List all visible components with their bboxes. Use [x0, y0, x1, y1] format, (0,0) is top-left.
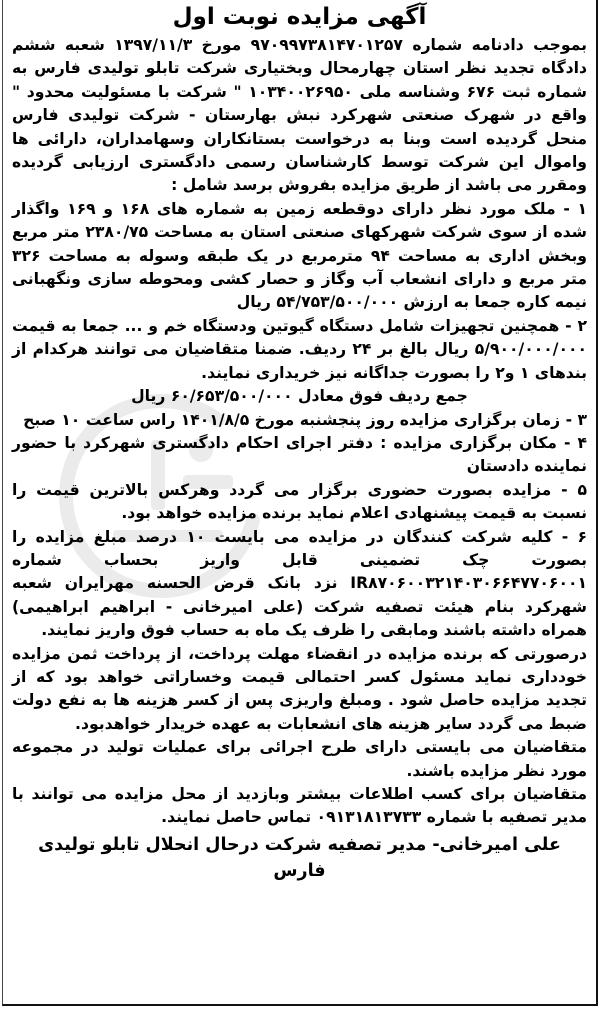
notice-item-2: ۲ - همچنین تجهیزات شامل دستگاه گیوتین ودستگاه خم و ... جمعا به قیمت ۵/۹۰۰/۰۰۰/۰۰۰ ریال بالغ بر ۲۴ ردیف. ضمنا متقاضیان می توانند هرکدام از بندهای ۱ و۲ را بصورت جداگانه نیز خریداری نمایند.	[12, 316, 588, 382]
notice-intro: بموجب دادنامه شماره ۹۷۰۹۹۷۳۸۱۴۷۰۱۲۵۷ مورخ ۱۳۹۷/۱۱/۳ شعبه ششم دادگاه تجدید نظر استان چهارمحال وبختیاری شرکت تابلو تولیدی فارس به شماره ثبت ۶۷۶ وشناسه ملی ۱۰۳۴۰۰۲۶۹۵۰ " شرکت با مسئولیت محدود " واقع در شهرک صنعتی شهرکرد نبش بهارستان - شرکت تولیدی فارس منحل گردیده است وبنا به درخواست بستانکاران وسهامداران، دارائی ها واموال این شرکت توسط کارشناسان رسمی دادگستری ارزیابی گردیده ومقرر می باشد از طریق مزایده بفروش برسد شامل :	[12, 36, 587, 195]
notice-page	[2, 0, 598, 1006]
notice-signature: علی امیرخانی- مدیر تصفیه شرکت درحال انحلال تابلو تولیدی فارس	[38, 834, 561, 881]
notice-requirement: متقاضیان می بایستی دارای طرح اجرائی برای عملیات تولید در مجموعه مورد نظر مزایده باشند.	[12, 738, 587, 780]
notice-contact: متقاضیان برای کسب اطلاعات بیشتر وبازدید از محل مزایده می توانند با مدیر تصفیه با شماره ۰۹۱۳۱۸۱۳۷۳۳ تماس حاصل نمایند.	[12, 785, 587, 827]
notice-penalty: درصورتی که برنده مزایده در انقضاء مهلت پرداخت، از پرداخت ثمن مزایده خودداری نماید مسئول کسر احتمالی قیمت وخساراتی خواهد بود که از تجدید مزایده حاصل شود . ومبلغ واریزی پس از کسر هزینه ها به نفع دولت ضبط می گردد سایر هزینه های انشعابات به عهده خریدار خواهدبود.	[12, 644, 587, 733]
notice-total: جمع ردیف فوق معادل ۶۰/۶۵۳/۵۰۰/۰۰۰ ریال	[131, 387, 468, 406]
notice-item-5: ۵ - مزایده بصورت حضوری برگزار می گردد وهرکس بالاترین قیمت را نسبت به قیمت پیشنهادی اعلام نماید برنده مزایده خواهد بود.	[12, 480, 587, 523]
notice-item-3: ۳ - زمان برگزاری مزایده روز پنجشنبه مورخ ۱۴۰۱/۸/۵ راس ساعت ۱۰ صبح	[23, 410, 587, 429]
notice-item-6: ۶ - کلیه شرکت کنندگان در مزایده می بایست ۱۰ درصد مبلغ مزایده را بصورت چک تضمینی قابل واریز بحساب شماره IR۸۷۰۶۰۰۳۲۱۴۰۳۰۶۶۴۷۷۰۶۰۰۱ نزد بانک قرض الحسنه مهرایران شعبه شهرکرد بنام هیئت تصفیه شرکت (علی امیرخانی - ابراهیم ابراهیمی) همراه داشته باشند ومابقی را ظرف یک ماه به حساب فوق واریز نمایند.	[12, 527, 587, 640]
notice-item-4: ۴ - مکان برگزاری مزایده : دفتر اجرای احکام دادگستری شهرکرد با حضور نماینده دادستان	[12, 433, 587, 476]
auction-notice	[3, 0, 596, 884]
notice-item-1: ۱ - ملک مورد نظر دارای دوقطعه زمین به شماره های ۱۶۸ و ۱۶۹ واگذار شده از سوی شرکت شهرکهای صنعتی استان به مساحت ۲۳۸۰/۷۵ متر مربع وبخش اداری به مساحت ۹۴ مترمربع در یک طبقه وسوله به مساحت ۳۲۶ متر مربع و دارای انشعاب آب وگاز و حصار کشی ومحوطه سازی ونگهبانی نیمه کاره جمعا به ارزش ۵۴/۷۵۳/۵۰۰/۰۰۰ ریال	[12, 199, 587, 312]
notice-title: آگهی مزایده نوبت اول	[172, 4, 427, 30]
